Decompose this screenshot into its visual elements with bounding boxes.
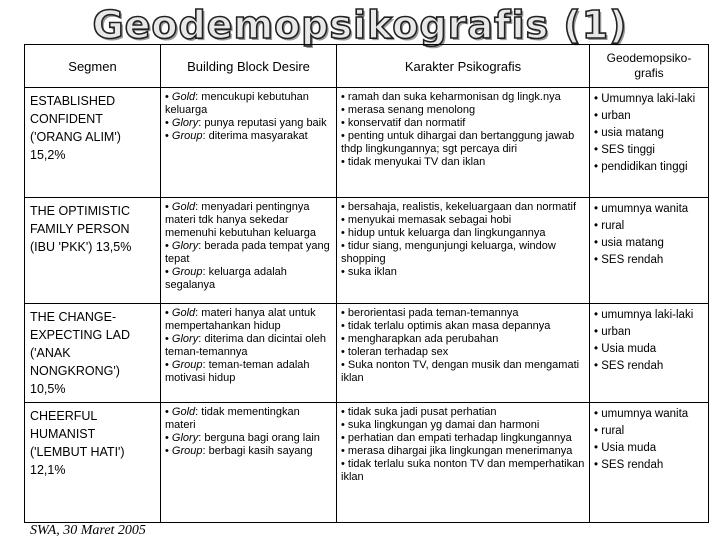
building-cell: • Gold: menyadari pentingnya materi tdk hanya sekedar memenuhi kebutuhan keluarga • Glory: berada pada tempat yang tepat • Group: keluarga adalah segalanya [161, 198, 337, 304]
header-building-block: Building Block Desire [161, 45, 337, 88]
header-geodemopsikografis: Geodemopsiko-grafis [590, 45, 709, 88]
psychographic-table [24, 44, 709, 523]
table-body [25, 88, 709, 523]
building-cell: • Gold: mencukupi kebutuhan keluarga • Glory: punya reputasi yang baik • Group: diterima masyarakat [161, 88, 337, 198]
karakter-cell: • berorientasi pada teman-temannya • tidak terlalu optimis akan masa depannya • mengharapkan ada perubahan • toleran terhadap sex • Suka nonton TV, dengan musik dan mengamati iklan [337, 304, 590, 403]
geo-cell: • umumnya laki-laki • urban • Usia muda • SES rendah [590, 304, 709, 403]
segmen-cell: ESTABLISHED CONFIDENT ('ORANG ALIM') 15,2% [25, 88, 161, 198]
geo-cell: • umumnya wanita • rural • usia matang • SES rendah [590, 198, 709, 304]
table-row [25, 88, 709, 198]
geo-cell: • umumnya wanita • rural • Usia muda • SES rendah [590, 403, 709, 523]
karakter-cell: • tidak suka jadi pusat perhatian • suka lingkungan yg damai dan harmoni • perhatian dan empati terhadap lingkungannya • merasa dihargai jika lingkungan menerimanya • tidak terlalu suka nonton TV dan memperhatikan iklan [337, 403, 590, 523]
karakter-cell: • ramah dan suka keharmonisan dg lingk.nya • merasa senang menolong • konservatif dan normatif • penting untuk dihargai dan bertanggung jawab thdp lingkungannya; sgt percaya diri • tidak menyukai TV dan iklan [337, 88, 590, 198]
segmen-cell: CHEERFUL HUMANIST ('LEMBUT HATI') 12,1% [25, 403, 161, 523]
table-row [25, 198, 709, 304]
table-row [25, 304, 709, 403]
header-row [25, 45, 709, 88]
source-citation: SWA, 30 Maret 2005 [30, 523, 146, 538]
header-segmen: Segmen [25, 45, 161, 88]
segmen-cell: THE OPTIMISTIC FAMILY PERSON (IBU 'PKK') 13,5% [25, 198, 161, 304]
segmen-cell: THE CHANGE-EXPECTING LAD ('ANAK NONGKRONG') 10,5% [25, 304, 161, 403]
building-cell: • Gold: tidak mementingkan materi • Glory: berguna bagi orang lain • Group: berbagi kasih sayang [161, 403, 337, 523]
karakter-cell: • bersahaja, realistis, kekeluargaan dan normatif • menyukai memasak sebagai hobi • hidup untuk keluarga dan lingkungannya • tidur siang, mengunjungi keluarga, window shopping • suka iklan [337, 198, 590, 304]
page-title: Geodemopsikografis (1) [92, 3, 628, 47]
building-cell: • Gold: materi hanya alat untuk mempertahankan hidup • Glory: diterima dan dicintai oleh teman-temannya • Group: teman-teman adalah motivasi hidup [161, 304, 337, 403]
table-row [25, 403, 709, 523]
geo-cell: • Umumnya laki-laki • urban • usia matang • SES tinggi • pendidikan tinggi [590, 88, 709, 198]
header-karakter: Karakter Psikografis [337, 45, 590, 88]
